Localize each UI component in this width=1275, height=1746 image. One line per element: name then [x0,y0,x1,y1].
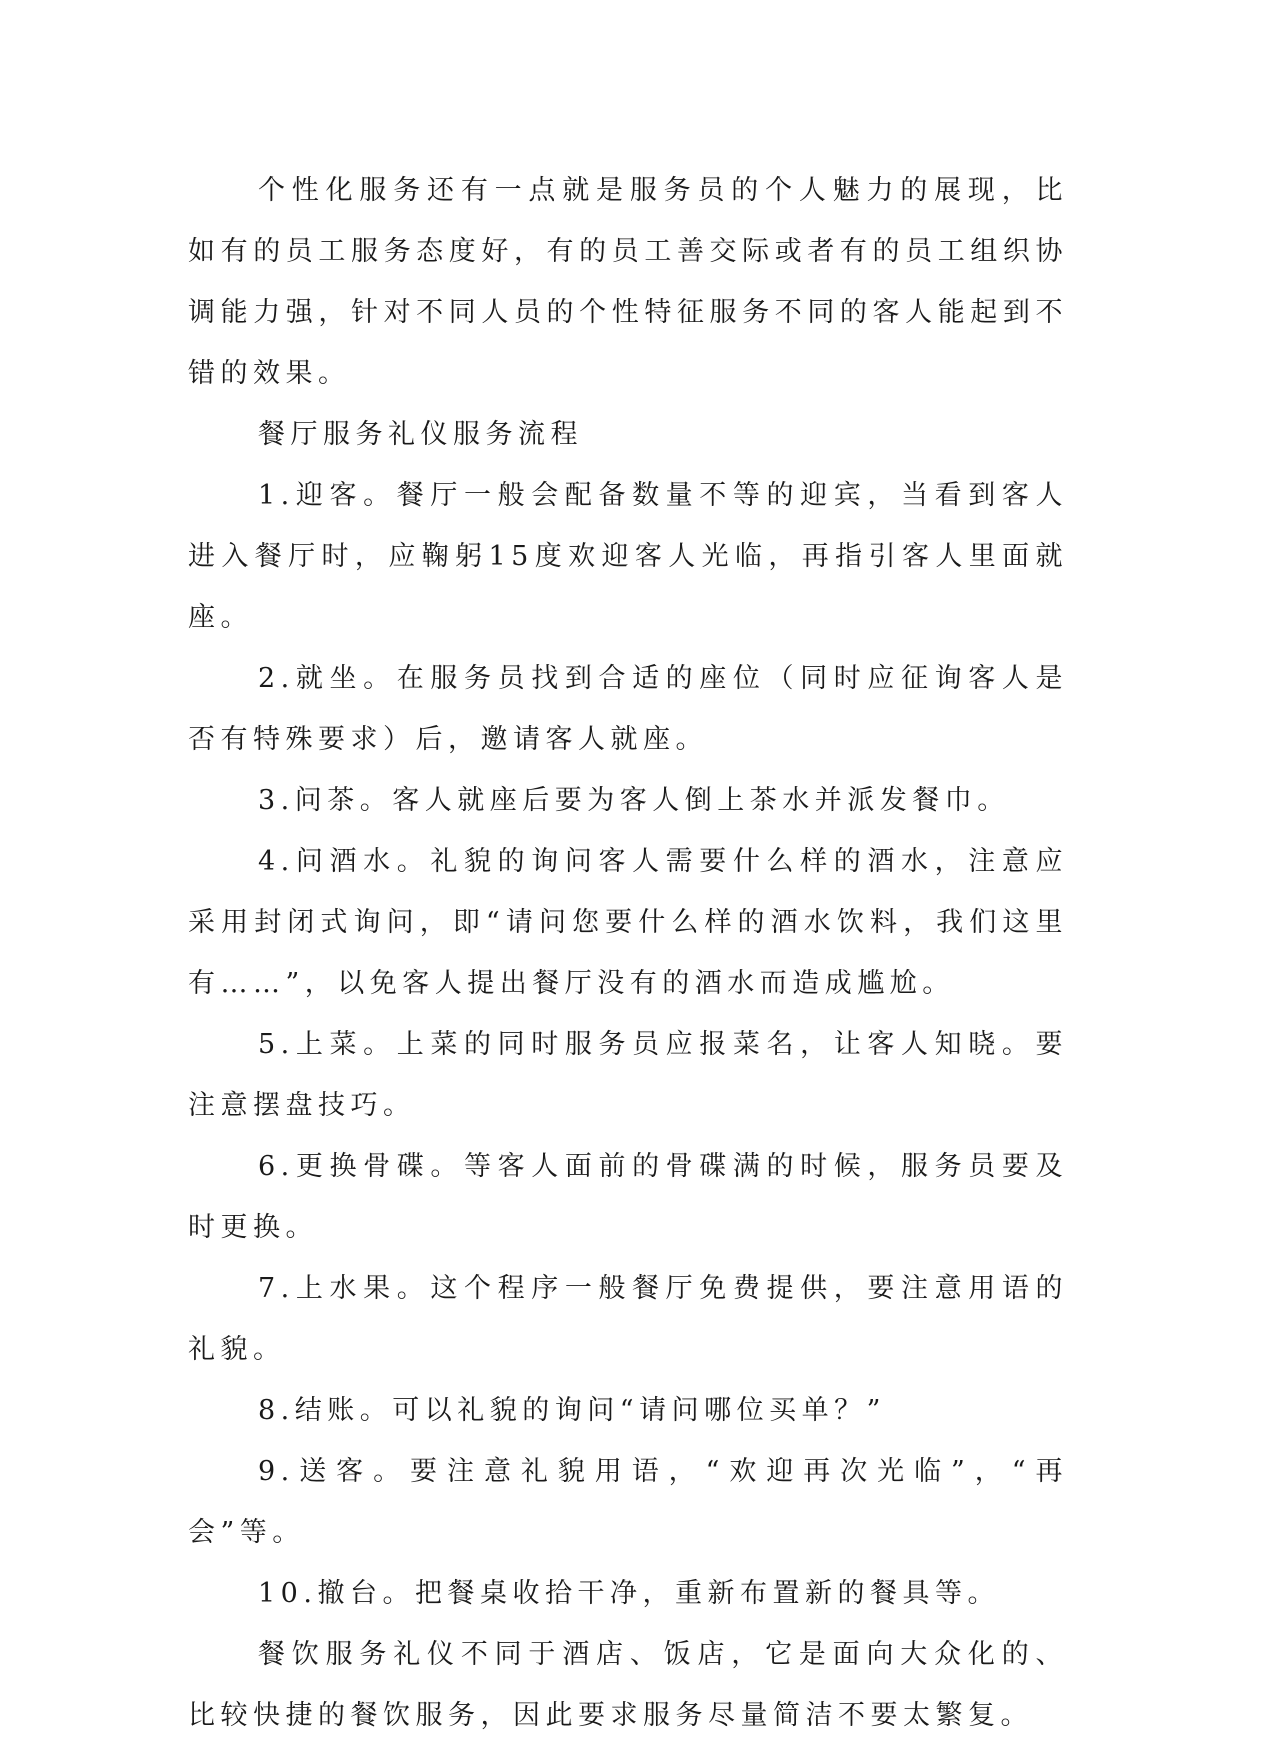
step-fruit: 7.上水果。这个程序一般餐厅免费提供，要注意用语的礼貌。 [188,1273,1068,1365]
step-drinks: 4.问酒水。礼貌的询问客人需要什么样的酒水，注意应采用封闭式询问，即“请问您要什么样的酒水饮料，我们这里有……”，以免客人提出餐厅没有的酒水而造成尴尬。 [188,846,1068,999]
step-seating: 2.就坐。在服务员找到合适的座位（同时应征询客人是否有特殊要求）后，邀请客人就座。 [188,663,1068,755]
section-heading: 餐厅服务礼仪服务流程 [258,419,583,450]
paragraph-conclusion: 餐饮服务礼仪不同于酒店、饭店，它是面向大众化的、比较快捷的餐饮服务，因此要求服务尽量简洁不要太繁复。 [188,1639,1068,1731]
document-body [188,160,1068,1746]
step-serving-dishes: 5.上菜。上菜的同时服务员应报菜名，让客人知晓。要注意摆盘技巧。 [188,1029,1068,1121]
step-tea: 3.问茶。客人就座后要为客人倒上茶水并派发餐巾。 [258,785,1010,816]
step-checkout: 8.结账。可以礼貌的询问“请问哪位买单？” [258,1395,886,1426]
paragraph-personalized-service: 个性化服务还有一点就是服务员的个人魅力的展现，比如有的员工服务态度好，有的员工善交际或者有的员工组织协调能力强，针对不同人员的个性特征服务不同的客人能起到不错的效果。 [188,175,1068,389]
step-clear-table: 10.撤台。把餐桌收拾干净，重新布置新的餐具等。 [258,1578,1000,1609]
step-farewell: 9.送客。要注意礼貌用语，“欢迎再次光临”，“再会”等。 [188,1456,1068,1548]
step-change-plates: 6.更换骨碟。等客人面前的骨碟满的时候，服务员要及时更换。 [188,1151,1068,1243]
step-greeting: 1.迎客。餐厅一般会配备数量不等的迎宾，当看到客人进入餐厅时，应鞠躬15度欢迎客人光临，再指引客人里面就座。 [188,480,1068,633]
